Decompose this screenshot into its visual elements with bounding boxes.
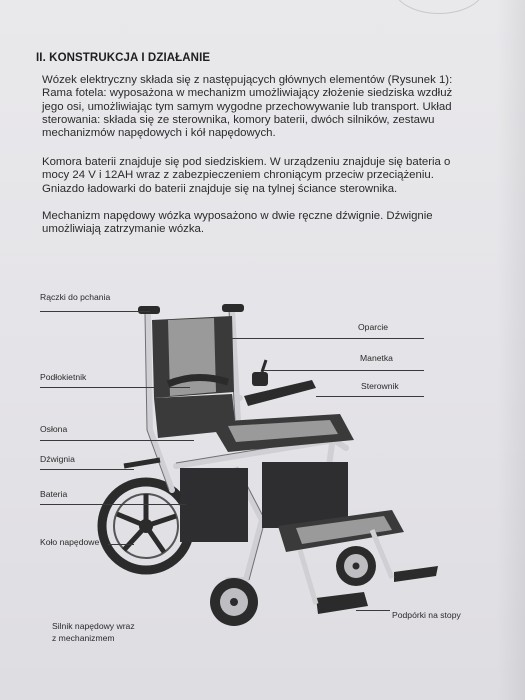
paragraph-line: Gniazdo ładowarki do baterii znajduje się na tylnej ściance sterownika.	[42, 182, 398, 195]
leader-bateria	[40, 504, 186, 505]
leader-oslona	[40, 440, 194, 441]
leader-oparcie	[232, 338, 424, 339]
drive-wheel	[102, 482, 190, 570]
backrest	[152, 316, 234, 398]
paragraph-components	[42, 74, 482, 140]
label-backrest: Oparcie	[358, 322, 389, 332]
label-lever: Dźwignia	[40, 454, 75, 464]
push-handle-left	[138, 306, 160, 314]
leader-manetka	[264, 370, 424, 371]
paragraph-line: Rama fotela: wyposażona w mechanizm umożliwiający złożenie siedziska wzdłuż	[42, 87, 453, 100]
push-handle-right	[222, 304, 244, 312]
leader-dzwignia	[40, 469, 134, 470]
label-motor-line2: z mechanizmem	[52, 633, 115, 643]
paragraph-line: mocy 24 V i 12AH wraz z zabezpieczeniem chroniącym przeciw przeciążeniu.	[42, 169, 434, 182]
paragraph-line: sterowania: składa się ze sterownika, komory baterii, dwóch silników, zestawu	[42, 113, 435, 126]
paragraph-line: umożliwiają zatrzymanie wózka.	[42, 223, 205, 236]
label-battery: Bateria	[40, 489, 68, 499]
label-push-handles: Rączki do pchania	[40, 292, 111, 302]
leader-sterownik	[316, 396, 424, 397]
paragraph-line: Mechanizm napędowy wózka wyposażono w dwie ręczne dźwignie. Dźwignie	[42, 210, 433, 222]
paragraph-brakes	[42, 210, 482, 237]
wheelchair-figure	[0, 280, 525, 700]
paragraph-line: jego osi, umożliwiając tym samym wygodne przechowywanie lub transport. Układ	[42, 100, 452, 113]
label-guard: Osłona	[40, 424, 68, 434]
caster-wheels	[210, 546, 376, 626]
leader-kolo	[108, 544, 134, 545]
label-drive-wheel: Koło napędowe	[40, 537, 100, 547]
label-motor-line1: Silnik napędowy wraz	[52, 621, 135, 631]
battery-box	[180, 468, 248, 542]
paragraph-line: Komora baterii znajduje się pod siedziskiem. W urządzeniu znajduje się bateria o	[42, 156, 451, 168]
label-brake-handle: Manetka	[360, 353, 393, 363]
paragraph-battery	[42, 156, 482, 196]
footrest-right	[394, 566, 438, 582]
leader-podporki	[356, 610, 390, 611]
leader-raczki	[40, 311, 150, 312]
paragraph-line: mechanizmów napędowych i kół napędowych.	[42, 127, 276, 140]
section-heading: II. KONSTRUKCJA I DZIAŁANIE	[36, 52, 211, 64]
page-corner-mark	[393, 0, 485, 14]
leader-podlokietnik	[40, 387, 190, 388]
brake-lever	[124, 460, 160, 466]
label-footrests: Podpórki na stopy	[392, 610, 461, 620]
label-controller: Sterownik	[361, 381, 399, 391]
controller	[244, 360, 316, 406]
paragraph-line: Wózek elektryczny składa się z następujących głównych elementów (Rysunek 1):	[42, 74, 453, 86]
label-armrest: Podłokietnik	[40, 372, 87, 382]
